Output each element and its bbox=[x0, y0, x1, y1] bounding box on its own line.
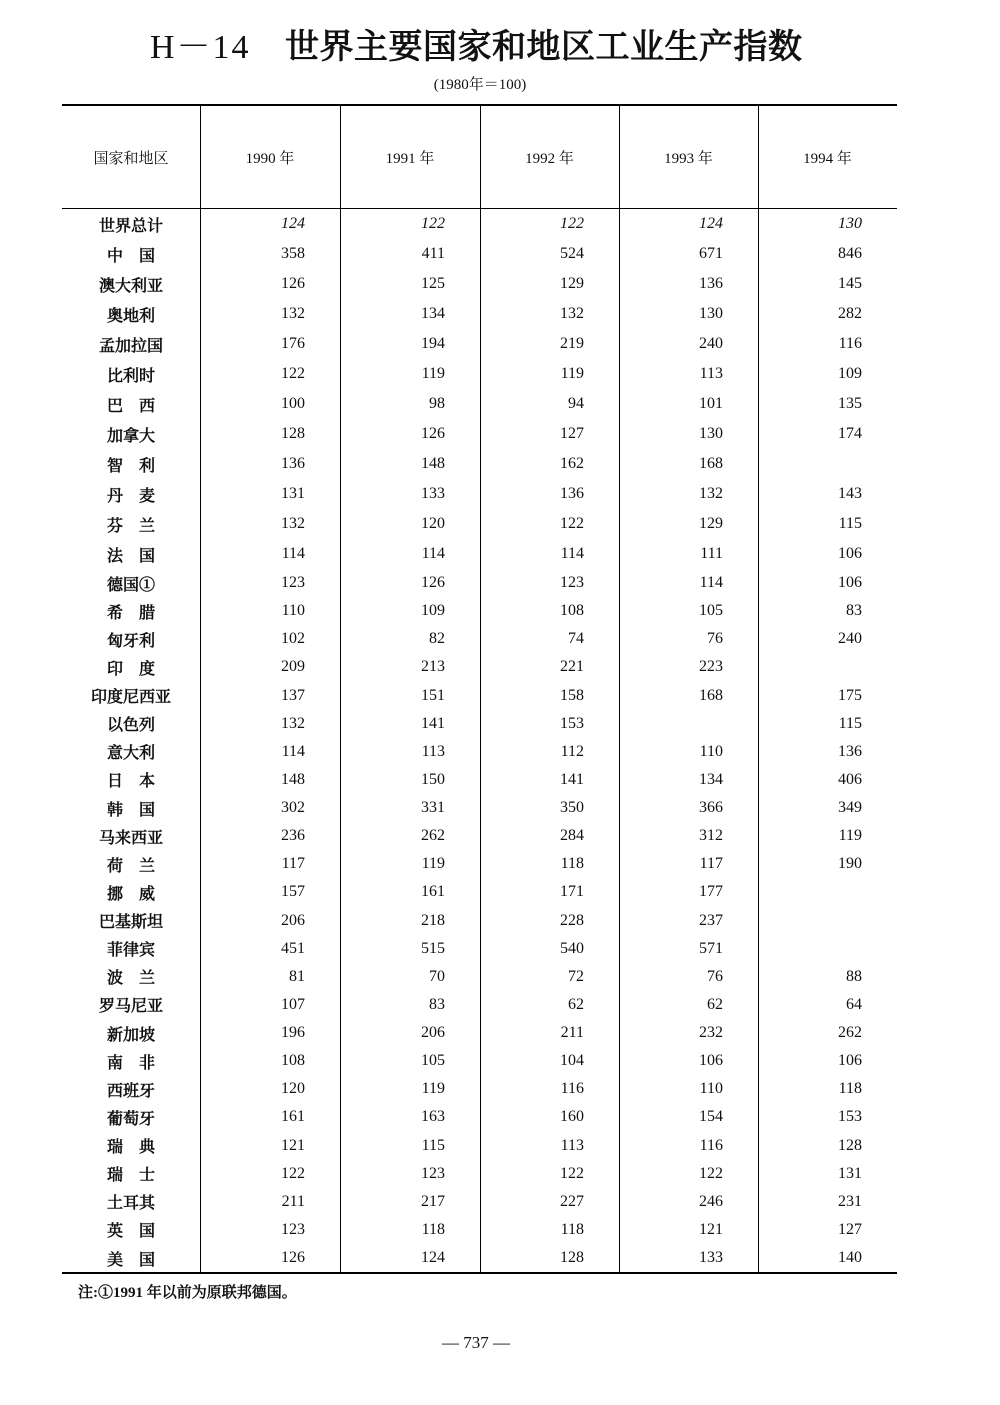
table-body bbox=[62, 209, 897, 1272]
table-row bbox=[62, 329, 897, 359]
index-value: 113 bbox=[560, 1136, 584, 1154]
header-year-1991: 1991 年 bbox=[385, 150, 435, 167]
index-value: 158 bbox=[560, 686, 584, 704]
index-value: 206 bbox=[421, 1024, 445, 1042]
index-value: 349 bbox=[838, 799, 862, 817]
index-value: 515 bbox=[421, 939, 445, 957]
index-value: 72 bbox=[568, 967, 584, 985]
index-value: 110 bbox=[281, 602, 305, 620]
index-value: 143 bbox=[838, 485, 862, 502]
table-row bbox=[62, 822, 897, 850]
index-value: 106 bbox=[838, 1052, 862, 1070]
index-value: 121 bbox=[281, 1136, 305, 1154]
index-value: 119 bbox=[421, 1080, 445, 1098]
table-row bbox=[62, 935, 897, 963]
index-value: 141 bbox=[421, 714, 445, 732]
index-value: 246 bbox=[699, 1192, 723, 1210]
index-value: 132 bbox=[281, 515, 305, 532]
index-value: 115 bbox=[838, 515, 862, 532]
country-name: 比利时 bbox=[106, 367, 155, 385]
index-value: 129 bbox=[560, 275, 584, 292]
index-value: 177 bbox=[699, 883, 723, 901]
index-value: 110 bbox=[699, 742, 723, 760]
country-name: 世界总计 bbox=[98, 217, 163, 235]
index-value: 119 bbox=[838, 827, 862, 845]
footnote: 注:①1991 年以前为原联邦德国。 bbox=[78, 1285, 297, 1301]
index-value: 102 bbox=[281, 630, 305, 648]
index-value: 227 bbox=[560, 1192, 584, 1210]
index-value: 116 bbox=[560, 1080, 584, 1098]
index-value: 115 bbox=[838, 714, 862, 732]
index-value: 194 bbox=[421, 335, 445, 352]
index-value: 231 bbox=[838, 1192, 862, 1210]
table-row bbox=[62, 509, 897, 539]
index-value: 176 bbox=[281, 335, 305, 352]
index-value: 236 bbox=[281, 827, 305, 845]
header-country: 国家和地区 bbox=[93, 150, 169, 167]
index-value: 120 bbox=[421, 515, 445, 532]
index-value: 122 bbox=[421, 215, 445, 232]
index-value: 153 bbox=[838, 1108, 862, 1126]
index-value: 128 bbox=[560, 1249, 584, 1267]
index-value: 219 bbox=[560, 335, 584, 352]
index-value: 105 bbox=[699, 602, 723, 620]
country-name: 英 国 bbox=[106, 1223, 155, 1241]
index-value bbox=[758, 653, 897, 681]
table-row bbox=[62, 359, 897, 389]
index-value: 282 bbox=[838, 305, 862, 322]
index-value: 171 bbox=[560, 883, 584, 901]
index-value: 126 bbox=[421, 425, 445, 442]
table-row bbox=[62, 794, 897, 822]
index-value: 228 bbox=[560, 911, 584, 929]
index-value: 117 bbox=[281, 855, 305, 873]
table-row bbox=[62, 1188, 897, 1216]
country-name: 南 非 bbox=[106, 1054, 155, 1072]
index-value: 312 bbox=[699, 827, 723, 845]
country-name: 日 本 bbox=[106, 773, 155, 791]
table-row bbox=[62, 625, 897, 653]
index-value: 106 bbox=[838, 574, 862, 592]
index-value: 540 bbox=[560, 939, 584, 957]
table-row bbox=[62, 991, 897, 1019]
country-name: 中 国 bbox=[106, 247, 155, 265]
index-value: 118 bbox=[560, 855, 584, 873]
index-value: 125 bbox=[421, 275, 445, 292]
index-value: 196 bbox=[281, 1024, 305, 1042]
index-value: 350 bbox=[560, 799, 584, 817]
index-value: 137 bbox=[281, 686, 305, 704]
index-value: 121 bbox=[699, 1220, 723, 1238]
country-name: 马来西亚 bbox=[98, 829, 163, 847]
index-value: 114 bbox=[560, 545, 584, 562]
index-value: 94 bbox=[568, 395, 584, 412]
index-value: 406 bbox=[838, 770, 862, 788]
table-row bbox=[62, 597, 897, 625]
country-name: 波 兰 bbox=[106, 970, 155, 988]
index-value: 108 bbox=[560, 602, 584, 620]
index-value: 114 bbox=[699, 574, 723, 592]
index-value: 112 bbox=[560, 742, 584, 760]
index-value: 206 bbox=[281, 911, 305, 929]
table-number: H－14 bbox=[150, 29, 251, 66]
index-value: 82 bbox=[429, 630, 445, 648]
index-value: 145 bbox=[838, 275, 862, 292]
title-text: 世界主要国家和地区工业生产指数 bbox=[285, 29, 803, 66]
index-value: 331 bbox=[421, 799, 445, 817]
index-value: 124 bbox=[281, 215, 305, 232]
index-value: 129 bbox=[699, 515, 723, 532]
index-value: 134 bbox=[421, 305, 445, 322]
index-value: 119 bbox=[560, 365, 584, 382]
index-value: 106 bbox=[838, 545, 862, 562]
index-value: 136 bbox=[281, 455, 305, 472]
index-value bbox=[758, 907, 897, 935]
index-value: 132 bbox=[560, 305, 584, 322]
index-value: 154 bbox=[699, 1108, 723, 1126]
country-name: 美 国 bbox=[106, 1251, 155, 1269]
index-value: 157 bbox=[281, 883, 305, 901]
index-value: 358 bbox=[281, 245, 305, 262]
country-name: 西班牙 bbox=[106, 1082, 155, 1100]
country-name: 菲律宾 bbox=[106, 942, 155, 960]
country-name: 以色列 bbox=[106, 717, 155, 735]
table-row bbox=[62, 1160, 897, 1188]
table-title bbox=[150, 24, 803, 72]
index-value: 175 bbox=[838, 686, 862, 704]
country-name: 意大利 bbox=[106, 745, 155, 763]
country-name: 葡萄牙 bbox=[106, 1110, 155, 1128]
index-value: 190 bbox=[838, 855, 862, 873]
index-value: 262 bbox=[838, 1024, 862, 1042]
index-value: 107 bbox=[281, 995, 305, 1013]
header-year-1993: 1993 年 bbox=[664, 150, 713, 167]
table-row bbox=[62, 963, 897, 991]
index-value: 70 bbox=[429, 967, 445, 985]
table-header bbox=[62, 106, 897, 208]
index-value: 76 bbox=[707, 630, 723, 648]
index-value: 141 bbox=[560, 770, 584, 788]
index-value: 76 bbox=[707, 967, 723, 985]
index-value: 131 bbox=[281, 485, 305, 502]
index-value: 160 bbox=[560, 1108, 584, 1126]
table-row bbox=[62, 1019, 897, 1047]
table-row bbox=[62, 850, 897, 878]
country-name: 土耳其 bbox=[106, 1195, 155, 1213]
index-value: 124 bbox=[699, 215, 723, 232]
index-value bbox=[758, 449, 897, 479]
index-value: 133 bbox=[421, 485, 445, 502]
table-row bbox=[62, 389, 897, 419]
index-value: 217 bbox=[421, 1192, 445, 1210]
index-value: 74 bbox=[568, 630, 584, 648]
index-value: 114 bbox=[281, 742, 305, 760]
index-value: 366 bbox=[699, 799, 723, 817]
index-value: 161 bbox=[281, 1108, 305, 1126]
table-row bbox=[62, 239, 897, 269]
index-value: 240 bbox=[699, 335, 723, 352]
country-name: 希 腊 bbox=[106, 604, 155, 622]
index-value: 109 bbox=[838, 365, 862, 382]
table-row bbox=[62, 449, 897, 479]
index-value: 128 bbox=[281, 425, 305, 442]
country-name: 德国① bbox=[106, 576, 155, 594]
country-name: 韩 国 bbox=[106, 801, 155, 819]
index-value: 218 bbox=[421, 911, 445, 929]
index-value: 136 bbox=[699, 275, 723, 292]
index-value: 136 bbox=[838, 742, 862, 760]
index-value: 262 bbox=[421, 827, 445, 845]
index-value: 122 bbox=[560, 1164, 584, 1182]
table-row bbox=[62, 209, 897, 239]
index-value: 123 bbox=[281, 574, 305, 592]
index-value: 126 bbox=[421, 574, 445, 592]
index-value: 126 bbox=[281, 1249, 305, 1267]
index-value: 148 bbox=[281, 770, 305, 788]
header-year-1990: 1990 年 bbox=[245, 150, 295, 167]
index-value: 163 bbox=[421, 1108, 445, 1126]
index-value: 209 bbox=[281, 658, 305, 676]
index-value: 123 bbox=[421, 1164, 445, 1182]
index-value: 105 bbox=[421, 1052, 445, 1070]
index-value: 114 bbox=[421, 545, 445, 562]
index-value: 133 bbox=[699, 1249, 723, 1267]
index-value: 237 bbox=[699, 911, 723, 929]
country-name: 荷 兰 bbox=[106, 857, 155, 875]
index-value: 131 bbox=[838, 1164, 862, 1182]
country-name: 印 度 bbox=[106, 660, 155, 678]
index-value: 150 bbox=[421, 770, 445, 788]
index-value: 83 bbox=[429, 995, 445, 1013]
country-name: 丹 麦 bbox=[106, 487, 155, 505]
index-value: 122 bbox=[560, 515, 584, 532]
index-value: 119 bbox=[421, 365, 445, 382]
table-row bbox=[62, 878, 897, 906]
index-value: 118 bbox=[838, 1080, 862, 1098]
index-value: 162 bbox=[560, 455, 584, 472]
index-value: 81 bbox=[289, 967, 305, 985]
index-value: 116 bbox=[699, 1136, 723, 1154]
index-value: 168 bbox=[699, 686, 723, 704]
index-value bbox=[619, 710, 758, 738]
index-value: 451 bbox=[281, 939, 305, 957]
index-value: 114 bbox=[281, 545, 305, 562]
table-row bbox=[62, 1216, 897, 1244]
index-value: 115 bbox=[421, 1136, 445, 1154]
table-row bbox=[62, 738, 897, 766]
index-value: 128 bbox=[838, 1136, 862, 1154]
country-name: 新加坡 bbox=[106, 1026, 155, 1044]
index-value bbox=[758, 935, 897, 963]
index-value: 113 bbox=[421, 742, 445, 760]
index-value: 122 bbox=[699, 1164, 723, 1182]
index-value: 123 bbox=[560, 574, 584, 592]
index-value: 284 bbox=[560, 827, 584, 845]
index-value: 108 bbox=[281, 1052, 305, 1070]
index-value: 223 bbox=[699, 658, 723, 676]
country-name: 罗马尼亚 bbox=[98, 998, 163, 1016]
country-name: 瑞 典 bbox=[106, 1139, 155, 1157]
index-value: 83 bbox=[846, 602, 862, 620]
index-value: 571 bbox=[699, 939, 723, 957]
table-row bbox=[62, 653, 897, 681]
table-row bbox=[62, 419, 897, 449]
country-name: 智 利 bbox=[106, 457, 155, 475]
index-value: 101 bbox=[699, 395, 723, 412]
index-value: 119 bbox=[421, 855, 445, 873]
index-value: 153 bbox=[560, 714, 584, 732]
index-value: 123 bbox=[281, 1220, 305, 1238]
table-row bbox=[62, 1047, 897, 1075]
country-name: 加拿大 bbox=[106, 427, 155, 445]
index-value: 118 bbox=[421, 1220, 445, 1238]
index-value: 411 bbox=[421, 245, 445, 262]
index-value: 62 bbox=[707, 995, 723, 1013]
table-subtitle: (1980年＝100) bbox=[433, 77, 527, 93]
index-value: 122 bbox=[560, 215, 584, 232]
index-value: 64 bbox=[846, 995, 862, 1013]
country-name: 挪 威 bbox=[106, 885, 155, 903]
index-value: 240 bbox=[838, 630, 862, 648]
country-name: 芬 兰 bbox=[106, 517, 155, 535]
index-value: 135 bbox=[838, 395, 862, 412]
index-value: 110 bbox=[699, 1080, 723, 1098]
table-row bbox=[62, 682, 897, 710]
index-value: 62 bbox=[568, 995, 584, 1013]
index-value: 168 bbox=[699, 455, 723, 472]
index-value: 846 bbox=[838, 245, 862, 262]
index-value bbox=[758, 878, 897, 906]
table-row bbox=[62, 269, 897, 299]
index-value: 151 bbox=[421, 686, 445, 704]
index-value: 124 bbox=[421, 1249, 445, 1267]
index-value: 211 bbox=[281, 1192, 305, 1210]
index-value: 111 bbox=[700, 545, 723, 562]
table-row bbox=[62, 299, 897, 329]
index-value: 116 bbox=[838, 335, 862, 352]
index-value: 127 bbox=[560, 425, 584, 442]
index-value: 132 bbox=[699, 485, 723, 502]
table-row bbox=[62, 569, 897, 597]
index-value: 98 bbox=[429, 395, 445, 412]
index-value: 100 bbox=[281, 395, 305, 412]
index-value: 132 bbox=[281, 305, 305, 322]
index-value: 302 bbox=[281, 799, 305, 817]
table-row bbox=[62, 1075, 897, 1103]
index-value: 132 bbox=[281, 714, 305, 732]
table-row bbox=[62, 710, 897, 738]
index-value: 148 bbox=[421, 455, 445, 472]
table-row bbox=[62, 907, 897, 935]
index-value: 126 bbox=[281, 275, 305, 292]
country-name: 巴基斯坦 bbox=[98, 914, 163, 932]
index-value: 118 bbox=[560, 1220, 584, 1238]
country-name: 印度尼西亚 bbox=[90, 689, 171, 707]
country-name: 孟加拉国 bbox=[98, 337, 163, 355]
table-row bbox=[62, 1244, 897, 1272]
header-year-1992: 1992 年 bbox=[525, 150, 574, 167]
country-name: 瑞 士 bbox=[106, 1167, 155, 1185]
table-row bbox=[62, 479, 897, 509]
country-name: 法 国 bbox=[106, 547, 155, 565]
index-value: 130 bbox=[699, 305, 723, 322]
index-value: 221 bbox=[560, 658, 584, 676]
index-value: 88 bbox=[846, 967, 862, 985]
index-value: 130 bbox=[699, 425, 723, 442]
header-year-1994: 1994 年 bbox=[803, 150, 852, 167]
index-value: 524 bbox=[560, 245, 584, 262]
table-row bbox=[62, 1132, 897, 1160]
index-value: 106 bbox=[699, 1052, 723, 1070]
index-value: 136 bbox=[560, 485, 584, 502]
index-value: 104 bbox=[560, 1052, 584, 1070]
index-value: 213 bbox=[421, 658, 445, 676]
index-value: 120 bbox=[281, 1080, 305, 1098]
index-value: 130 bbox=[838, 215, 862, 232]
index-value: 127 bbox=[838, 1220, 862, 1238]
table-row bbox=[62, 539, 897, 569]
country-name: 巴 西 bbox=[106, 397, 155, 415]
index-value: 232 bbox=[699, 1024, 723, 1042]
page-number: — 737 — bbox=[442, 1333, 510, 1352]
index-value: 174 bbox=[838, 425, 862, 442]
index-value: 140 bbox=[838, 1249, 862, 1267]
country-name: 澳大利亚 bbox=[98, 277, 163, 295]
index-value: 113 bbox=[699, 365, 723, 382]
index-value: 211 bbox=[560, 1024, 584, 1042]
country-name: 奥地利 bbox=[106, 307, 155, 325]
table-row bbox=[62, 766, 897, 794]
index-value: 122 bbox=[281, 1164, 305, 1182]
index-value: 122 bbox=[281, 365, 305, 382]
index-value: 117 bbox=[699, 855, 723, 873]
index-value: 161 bbox=[421, 883, 445, 901]
index-value: 134 bbox=[699, 770, 723, 788]
index-value: 671 bbox=[699, 245, 723, 262]
table-row bbox=[62, 1103, 897, 1131]
index-value: 109 bbox=[421, 602, 445, 620]
country-name: 匈牙利 bbox=[106, 632, 155, 650]
